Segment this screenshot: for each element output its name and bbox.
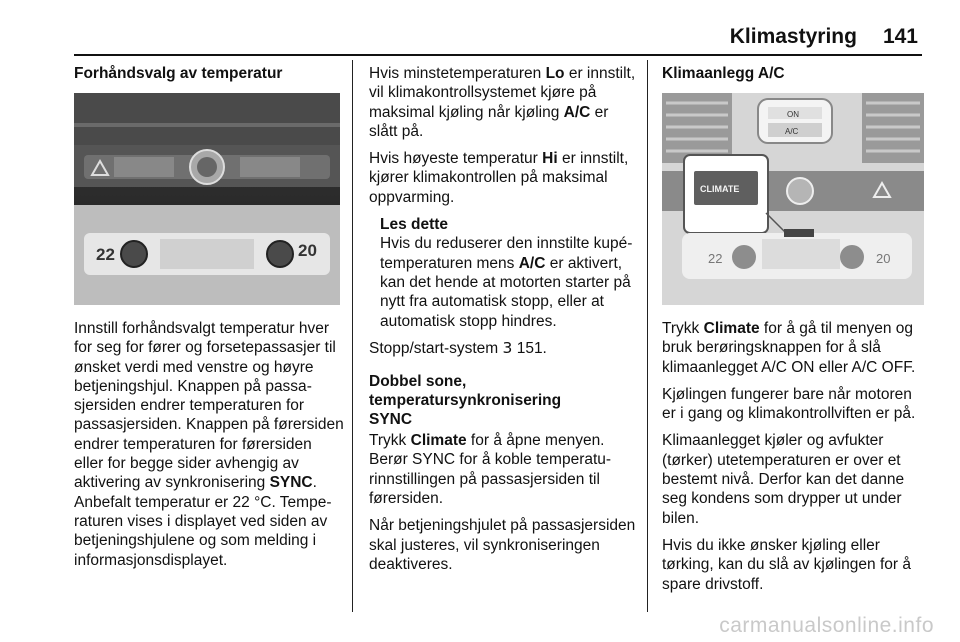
- section-heading-ac: Klimaanlegg A/C: [662, 65, 785, 82]
- column-3: [662, 64, 928, 602]
- page-number: 141: [882, 25, 918, 48]
- paragraph-hi: Hvis høyeste temperatur Hi er innstilt, kjører klimakontrollen på maksimal oppvarming.: [369, 150, 629, 206]
- paragraph-sync: Trykk Climate for å åpne menyen. Berør SYNC for å koble temperaturinnstillingen på passasjersiden til førersiden.: [369, 432, 612, 508]
- on-button-label: ON: [787, 110, 799, 119]
- paragraph-save-fuel: Hvis du ikke ønsker kjøling eller tørking, kan du slå av kjølingen for å spare drivstoff.: [662, 536, 911, 593]
- section-heading-temperature: Forhåndsvalg av temperatur: [74, 65, 283, 82]
- ac-illustration: [662, 93, 924, 305]
- watermark-text: carmanualsonline.info: [719, 614, 934, 637]
- ac-button-label: A/C: [785, 127, 799, 136]
- page-ref-arrow-icon: 3: [502, 338, 513, 357]
- column-divider-2: [647, 60, 648, 612]
- page-title: Klimastyring: [729, 25, 857, 48]
- ac-right-temp-display: 20: [876, 251, 891, 266]
- note-title: Les dette: [380, 216, 449, 234]
- left-temp-display: 22: [96, 245, 115, 264]
- paragraph-condensation: Klimaanlegget kjøler og avfukter (tørker) utetemperaturen er over et bestemt nivå. Derfor kan det danne seg kondens som drypper ut under bilen.: [662, 432, 905, 527]
- figure-temperature-controls: [74, 93, 340, 305]
- paragraph-sync-deactivate: Når betjeningshjulet på passasjersiden skal justeres, vil synkroniseringen deaktiveres.: [369, 517, 636, 573]
- paragraph-stop-start: Stopp/start-system 3 151.: [369, 338, 547, 357]
- column-1: [74, 64, 344, 578]
- note-box: [369, 215, 637, 331]
- column-divider-1: [352, 60, 353, 612]
- body-text-temperature: Innstill forhåndsvalgt temperatur hver for seg for fører og forsetepassasjer til ønsket verdi med venstre og høyre betjeningshjul. Knappen på passasjersiden endrer temperaturen for passasjersiden. Knappen på førersiden endrer temperaturen for førersiden eller for begge sider avhengig av aktivering av synkronisering SYNC. Anbefalt temperatur er 22 °C. Temperaturen vises i displayet ved siden av betjeningshjulene og som melding i informasjonsdisplayet.: [74, 320, 344, 569]
- section-heading-sync: Dobbel sone, temperatursynkronisering SYNC: [369, 373, 562, 429]
- right-temp-display: 20: [298, 241, 317, 260]
- header-rule: [74, 54, 922, 56]
- figure-ac-controls: [662, 93, 924, 305]
- page-header: [730, 22, 918, 52]
- climate-button-label: CLIMATE: [700, 184, 740, 194]
- note-text: Hvis du reduserer den innstilte kupétemperaturen mens A/C er aktivert, kan det hende at motorten starter på nytt fra automatisk stopp, eller at automatisk stopp hindres.: [380, 235, 633, 330]
- ac-left-temp-display: 22: [708, 251, 723, 266]
- column-2: [369, 64, 637, 582]
- paragraph-climate: Trykk Climate for å gå til menyen og bruk berøringsknappen for å slå klimaanlegget A/C ON eller A/C OFF.: [662, 320, 916, 376]
- paragraph-lo: Hvis minstetemperaturen Lo er innstilt, vil klimakontrollsystemet kjøre på maksimal kjøling når kjøling A/C er slått på.: [369, 65, 636, 140]
- dashboard-illustration: [74, 93, 340, 305]
- paragraph-cooling-condition: Kjølingen fungerer bare når motoren er i gang og klimakontrollviften er på.: [662, 385, 916, 423]
